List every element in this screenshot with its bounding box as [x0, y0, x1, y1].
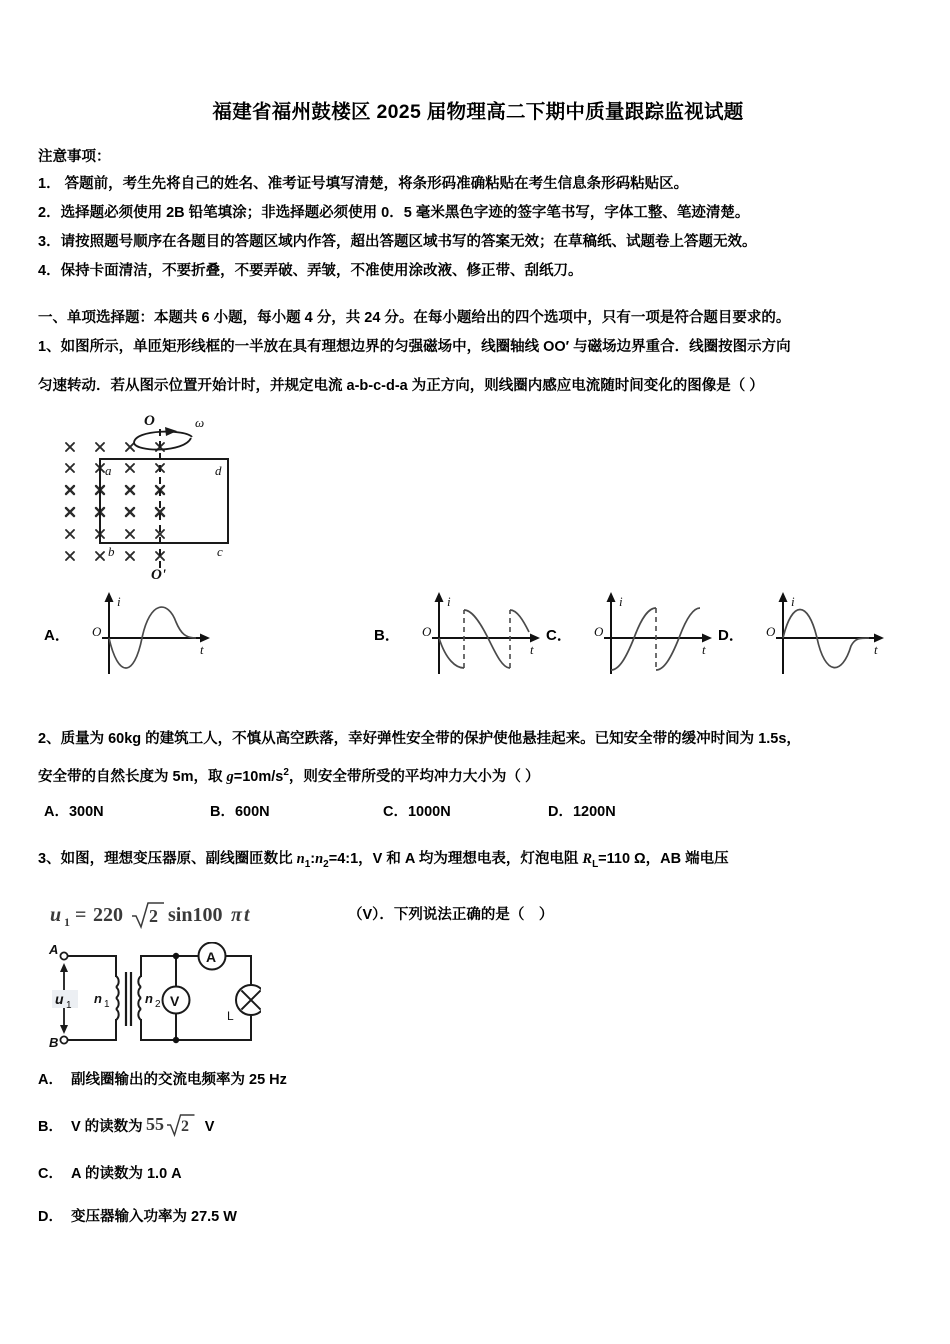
secondary-coil: [138, 976, 141, 1020]
formula-equals: =: [75, 904, 87, 927]
question-3-text-c: =110 Ω，AB 端电压: [598, 850, 729, 867]
junction-dot-top: [173, 953, 179, 959]
page-title: 福建省福州鼓楼区 2025 届物理高二下期中质量跟踪监视试题: [212, 101, 744, 123]
question-3-n2: n: [315, 850, 324, 867]
formula-u-sub: 1: [64, 915, 70, 930]
svg-text:t: t: [701, 642, 706, 658]
terminal-b-dot: [60, 1037, 67, 1044]
radical-sign: [132, 903, 164, 927]
graph-option-d-plot: [750, 586, 900, 682]
svg-text:i: i: [790, 594, 795, 610]
primary-coil: [116, 976, 119, 1020]
graph-option-d[interactable]: [718, 586, 900, 682]
svg-text:i: i: [116, 594, 121, 610]
notice-item-1: 1． 答题前，考生先将自己的姓名、准考证号填写清楚，将条形码准确粘贴在考生信息条形码粘贴区。: [38, 176, 689, 193]
q3-answer-c-letter: C．: [38, 1165, 63, 1182]
notice-item-2: 2．选择题必须使用 2B 铅笔填涂；非选择题必须使用 0．5 毫米黑色字迹的签字笔书写，字体工整、笔迹清楚。: [38, 205, 750, 222]
formula-sin: sin100: [168, 904, 223, 927]
q3-answer-d[interactable]: [38, 1207, 918, 1229]
question-1-text-1: 如图所示，单匝矩形线框的一半放在具有理想边界的匀强磁场中，线圈轴线 OO′ 与磁场边界重合．线圈按图示方向: [60, 339, 791, 356]
notice-item-4: 4．保持卡面清洁，不要折叠，不要弄破、弄皱，不准使用涂改液、修正带、刮纸刀。: [38, 262, 583, 279]
question-3-formula-tail: （V）．下列说法正确的是（ ）: [348, 906, 554, 923]
q2-choice-b[interactable]: B．600N: [210, 803, 270, 820]
section-heading: 一、单项选择题：本题共 6 小题，每小题 4 分，共 24 分。在每小题给出的四个选项中，只有一项是符合题目要求的。: [38, 310, 791, 327]
lamp-label: L: [227, 1009, 234, 1024]
voltmeter-label: V: [170, 993, 180, 1010]
secondary-label-sub: 2: [155, 999, 161, 1011]
graph-option-b-plot: [406, 586, 556, 682]
q3-answer-d-text: 变压器输入功率为 27.5 W: [70, 1208, 237, 1225]
formula-pi: π: [231, 904, 242, 927]
q3-answer-a-letter: A．: [38, 1072, 63, 1089]
question-2-number: 2、: [38, 731, 61, 748]
question-3-line-1: [38, 848, 918, 872]
graph-option-d-letter: D．: [718, 626, 744, 644]
question-1-line-1: [38, 336, 918, 358]
formula-amplitude: 220: [93, 904, 123, 927]
corner-label-d: d: [215, 463, 222, 479]
question-1-graph-options: [38, 586, 918, 686]
svg-text:t: t: [529, 642, 534, 658]
q3-answer-c[interactable]: [38, 1164, 918, 1186]
notice-heading: 注意事项：: [38, 149, 111, 166]
question-3-n1: n: [296, 850, 305, 867]
magnetic-field-coil-figure: [52, 405, 302, 580]
terminal-a-label: A: [49, 942, 59, 958]
formula-t: t: [244, 904, 250, 927]
page-content: [38, 100, 918, 1249]
question-2-text-2a: 安全带的自然长度为 5m，取: [38, 768, 227, 785]
corner-label-a: a: [105, 463, 112, 479]
svg-text:t: t: [873, 642, 878, 658]
corner-label-c: c: [217, 544, 223, 560]
question-3-colon: :: [310, 850, 316, 867]
question-3-text-a: 如图，理想变压器原、副线圈匝数比: [60, 850, 297, 867]
svg-text:O: O: [91, 624, 102, 640]
question-1-number: 1、: [38, 339, 61, 356]
axis-bottom-label: O': [151, 567, 166, 581]
graph-option-b-letter: B．: [374, 626, 400, 644]
axis-top-label: O: [144, 413, 155, 430]
notice-item-3: 3．请按照题号顺序在各题目的答题区域内作答，超出答题区域书写的答案无效；在草稿纸、试题卷上答题无效。: [38, 233, 757, 250]
voltage-formula: [48, 894, 338, 932]
formula-u: u: [50, 904, 62, 927]
primary-label: n: [94, 991, 102, 1007]
primary-label-sub: 1: [104, 999, 110, 1011]
question-2-exponent: 2: [283, 766, 289, 778]
q3-answer-a-text: 副线圈输出的交流电频率为 25 Hz: [70, 1072, 287, 1089]
question-3-R: R: [582, 850, 593, 867]
svg-text:O: O: [765, 624, 776, 640]
graph-option-c[interactable]: [546, 586, 728, 682]
svg-text:i: i: [446, 594, 451, 610]
question-2-text-2b: =10m/s: [233, 768, 284, 785]
q3-answer-b-letter: B．: [38, 1119, 63, 1136]
terminal-b-label: B: [49, 1035, 59, 1051]
svg-text:i: i: [618, 594, 623, 610]
question-3-R-sub: L: [592, 858, 599, 870]
source-arrow-up: [60, 963, 68, 972]
q3-answer-b-text-post: V: [204, 1119, 215, 1136]
corner-label-b: b: [108, 544, 115, 560]
question-2-text-1: 质量为 60kg 的建筑工人，不慎从高空跌落，幸好弹性安全带的保护使他悬挂起来。已知安全带的缓冲时间为 1.5s，: [60, 731, 801, 748]
svg-text:t: t: [199, 642, 204, 658]
question-3-n1-sub: 1: [304, 858, 311, 870]
question-3-formula-row: [48, 894, 918, 932]
q3-answer-a[interactable]: [38, 1070, 918, 1092]
q3-answer-b-text-pre: V 的读数为: [70, 1119, 143, 1136]
omega-label: ω: [195, 415, 205, 431]
graph-option-a-plot: [76, 586, 226, 682]
question-2-choices: [38, 800, 918, 826]
source-label: u: [55, 991, 64, 1008]
q2-choice-d[interactable]: D．1200N: [548, 803, 616, 820]
question-2-text-2c: ，则安全带所受的平均冲力大小为（ ）: [288, 768, 540, 785]
lamp-circle: [236, 985, 261, 1015]
question-2-g-symbol: g: [226, 768, 234, 785]
graph-option-a-letter: A．: [44, 626, 70, 644]
junction-dot-bottom: [173, 1037, 179, 1043]
terminal-a-dot: [60, 953, 67, 960]
omega-arc: [134, 432, 192, 443]
question-3-answers: [38, 1070, 918, 1228]
svg-text:O: O: [421, 624, 432, 640]
q2-choice-c[interactable]: C．1000N: [383, 803, 451, 820]
graph-option-b[interactable]: [374, 586, 556, 682]
question-1-line-2: 匀速转动．若从图示位置开始计时，并规定电流 a-b-c-d-a 为正方向，则线圈内感应电流随时间变化的图像是（ ）: [38, 377, 764, 394]
graph-option-c-letter: C．: [546, 626, 572, 644]
graph-option-a[interactable]: [44, 586, 226, 682]
omega-arrowhead: [165, 427, 177, 436]
q3-answer-b[interactable]: [38, 1113, 918, 1143]
question-3-n2-sub: 2: [323, 858, 329, 870]
q3-radical-value: 2: [180, 1117, 189, 1135]
transformer-circuit-figure: [46, 942, 261, 1054]
ammeter-label: A: [206, 949, 217, 966]
q3-answer-b-radical: [146, 1113, 202, 1143]
question-2-line-2: [38, 765, 918, 788]
secondary-label: n: [145, 991, 153, 1007]
graph-option-c-plot: [578, 586, 728, 682]
question-3-text-b: =4:1，V 和 A 均为理想电表，灯泡电阻: [328, 850, 583, 867]
q2-choice-a[interactable]: A．300N: [44, 803, 104, 820]
q3-answer-c-text: A 的读数为 1.0 A: [70, 1165, 182, 1182]
source-label-sub: 1: [66, 1000, 72, 1012]
svg-text:O: O: [593, 624, 604, 640]
source-arrow-down: [60, 1025, 68, 1034]
formula-radicand: 2: [149, 906, 158, 927]
q3-radical-number: 55: [145, 1113, 164, 1134]
question-2-line-1: [38, 728, 918, 750]
q3-answer-d-letter: D．: [38, 1208, 63, 1225]
question-3-number: 3、: [38, 850, 61, 867]
